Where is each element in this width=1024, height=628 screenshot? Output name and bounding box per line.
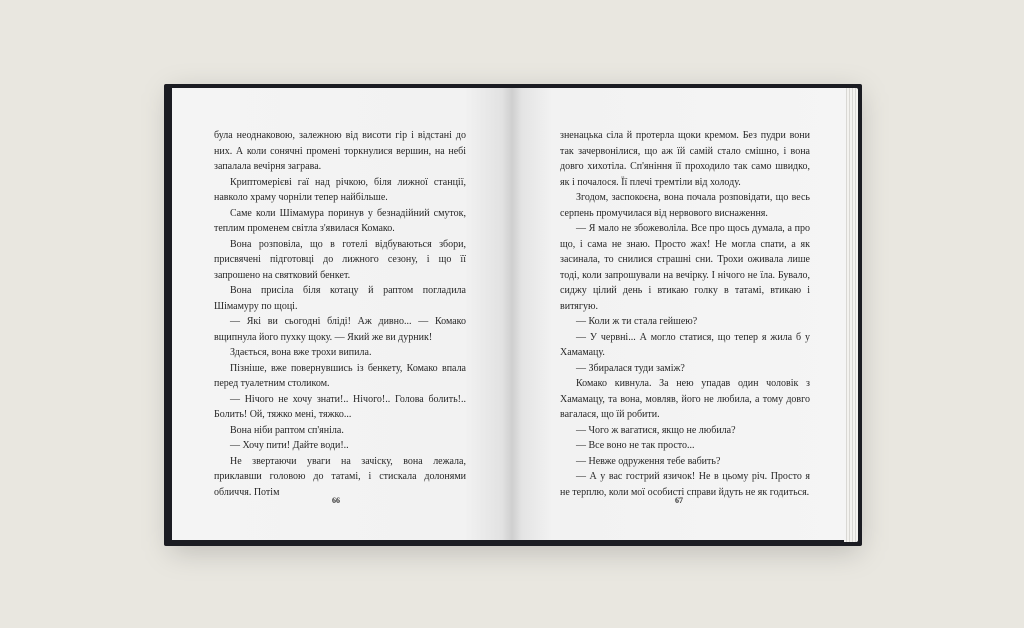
right-page <box>512 88 846 540</box>
paragraph: Здається, вона вже трохи випила. <box>230 347 372 358</box>
paragraph: — Нічого не хочу знати!.. Нічого!.. Голова болить!.. Болить! Ой, тяжко мені, тяжко... <box>214 393 466 420</box>
paragraph: Вона розповіла, що в готелі відбуваються збори, присвячені підготовці до лижного сезону, і що її запрошено на святковий бенкет. <box>214 238 466 281</box>
page-number-left: 66 <box>332 496 340 505</box>
paragraph: була неоднаковою, залежною від висоти гір і відстані до них. А коли сонячні промені торкнулися вершин, на небі запалала вечірня заграва. <box>214 130 466 172</box>
right-page-text <box>560 128 810 500</box>
paragraph: Саме коли Шімамура поринув у безнадійний смуток, теплим променем світла з'явилася Комако. <box>214 207 466 234</box>
paragraph: — Чого ж вагатися, якщо не любила? <box>576 424 736 436</box>
paragraph: Вона ніби раптом сп'яніла. <box>230 424 344 436</box>
paragraph: — Невже одруження тебе вабить? <box>576 455 721 467</box>
paragraph: — Збиралася туди заміж? <box>576 362 685 374</box>
paragraph: зненацька сіла й протерла щоки кремом. Без пудри вони так зачервонілися, що аж їй самій стало смішно, і вона довго хихотіла. Сп'яніння її проходило так само швидко, як і почалося. Її плечі тремтіли від холоду. <box>560 130 810 188</box>
paragraph: Вона присіла біля котацу й раптом погладила Шімамуру по щоці. <box>214 285 466 312</box>
paragraph: — А у вас гострий язичок! Не в цьому річ. Просто я не терплю, коли мої особисті справи йдуть не як годиться. <box>560 471 810 498</box>
paragraph: Згодом, заспокоєна, вона почала розповідати, що весь серпень промучилася від нервового виснаження. <box>560 192 810 219</box>
paragraph: Комако кивнула. За нею упадав один чоловік з Хамамацу, та вона, мовляв, його не любила, а тому довго вагалася, що їй робити. <box>560 378 810 420</box>
paragraph: — Все воно не так просто... <box>576 440 695 451</box>
paragraph: — Які ви сьогодні бліді! Аж дивно... — Комако вщипнула його пухку щоку. — Який же ви дурник! <box>214 316 466 343</box>
paragraph: Не звертаючи уваги на зачіску, вона лежала, приклавши головою до татамі, і стискала долонями обличчя. Потім <box>214 455 466 498</box>
paragraph: Криптомерієві гаї над річкою, біля лижної станції, навколо храму чорніли тепер найбільше. <box>214 176 466 203</box>
left-page <box>172 88 512 540</box>
paragraph: Пізніше, вже повернувшись із бенкету, Комако впала перед туалетним столиком. <box>214 362 466 389</box>
paragraph: — Я мало не збожеволіла. Все про щось думала, а про що, і сама не знаю. Просто жах! Не могла спати, а як засинала, то снилися страшні сни. Трохи оживала лише тоді, коли запрошували на вечірку. І нічого не їла. Бувало, сиджу цілий день і втикаю голку в татамі, втикаю і витягую. <box>560 223 810 312</box>
page-edges <box>844 88 858 542</box>
paragraph: — Хочу пити! Дайте води!.. <box>230 440 349 451</box>
left-page-text <box>214 128 466 500</box>
page-number-right: 67 <box>675 496 683 505</box>
paragraph: — У червні... А могло статися, що тепер я жила б у Хамамацу. <box>560 331 810 358</box>
paragraph: — Коли ж ти стала гейшею? <box>576 316 698 327</box>
